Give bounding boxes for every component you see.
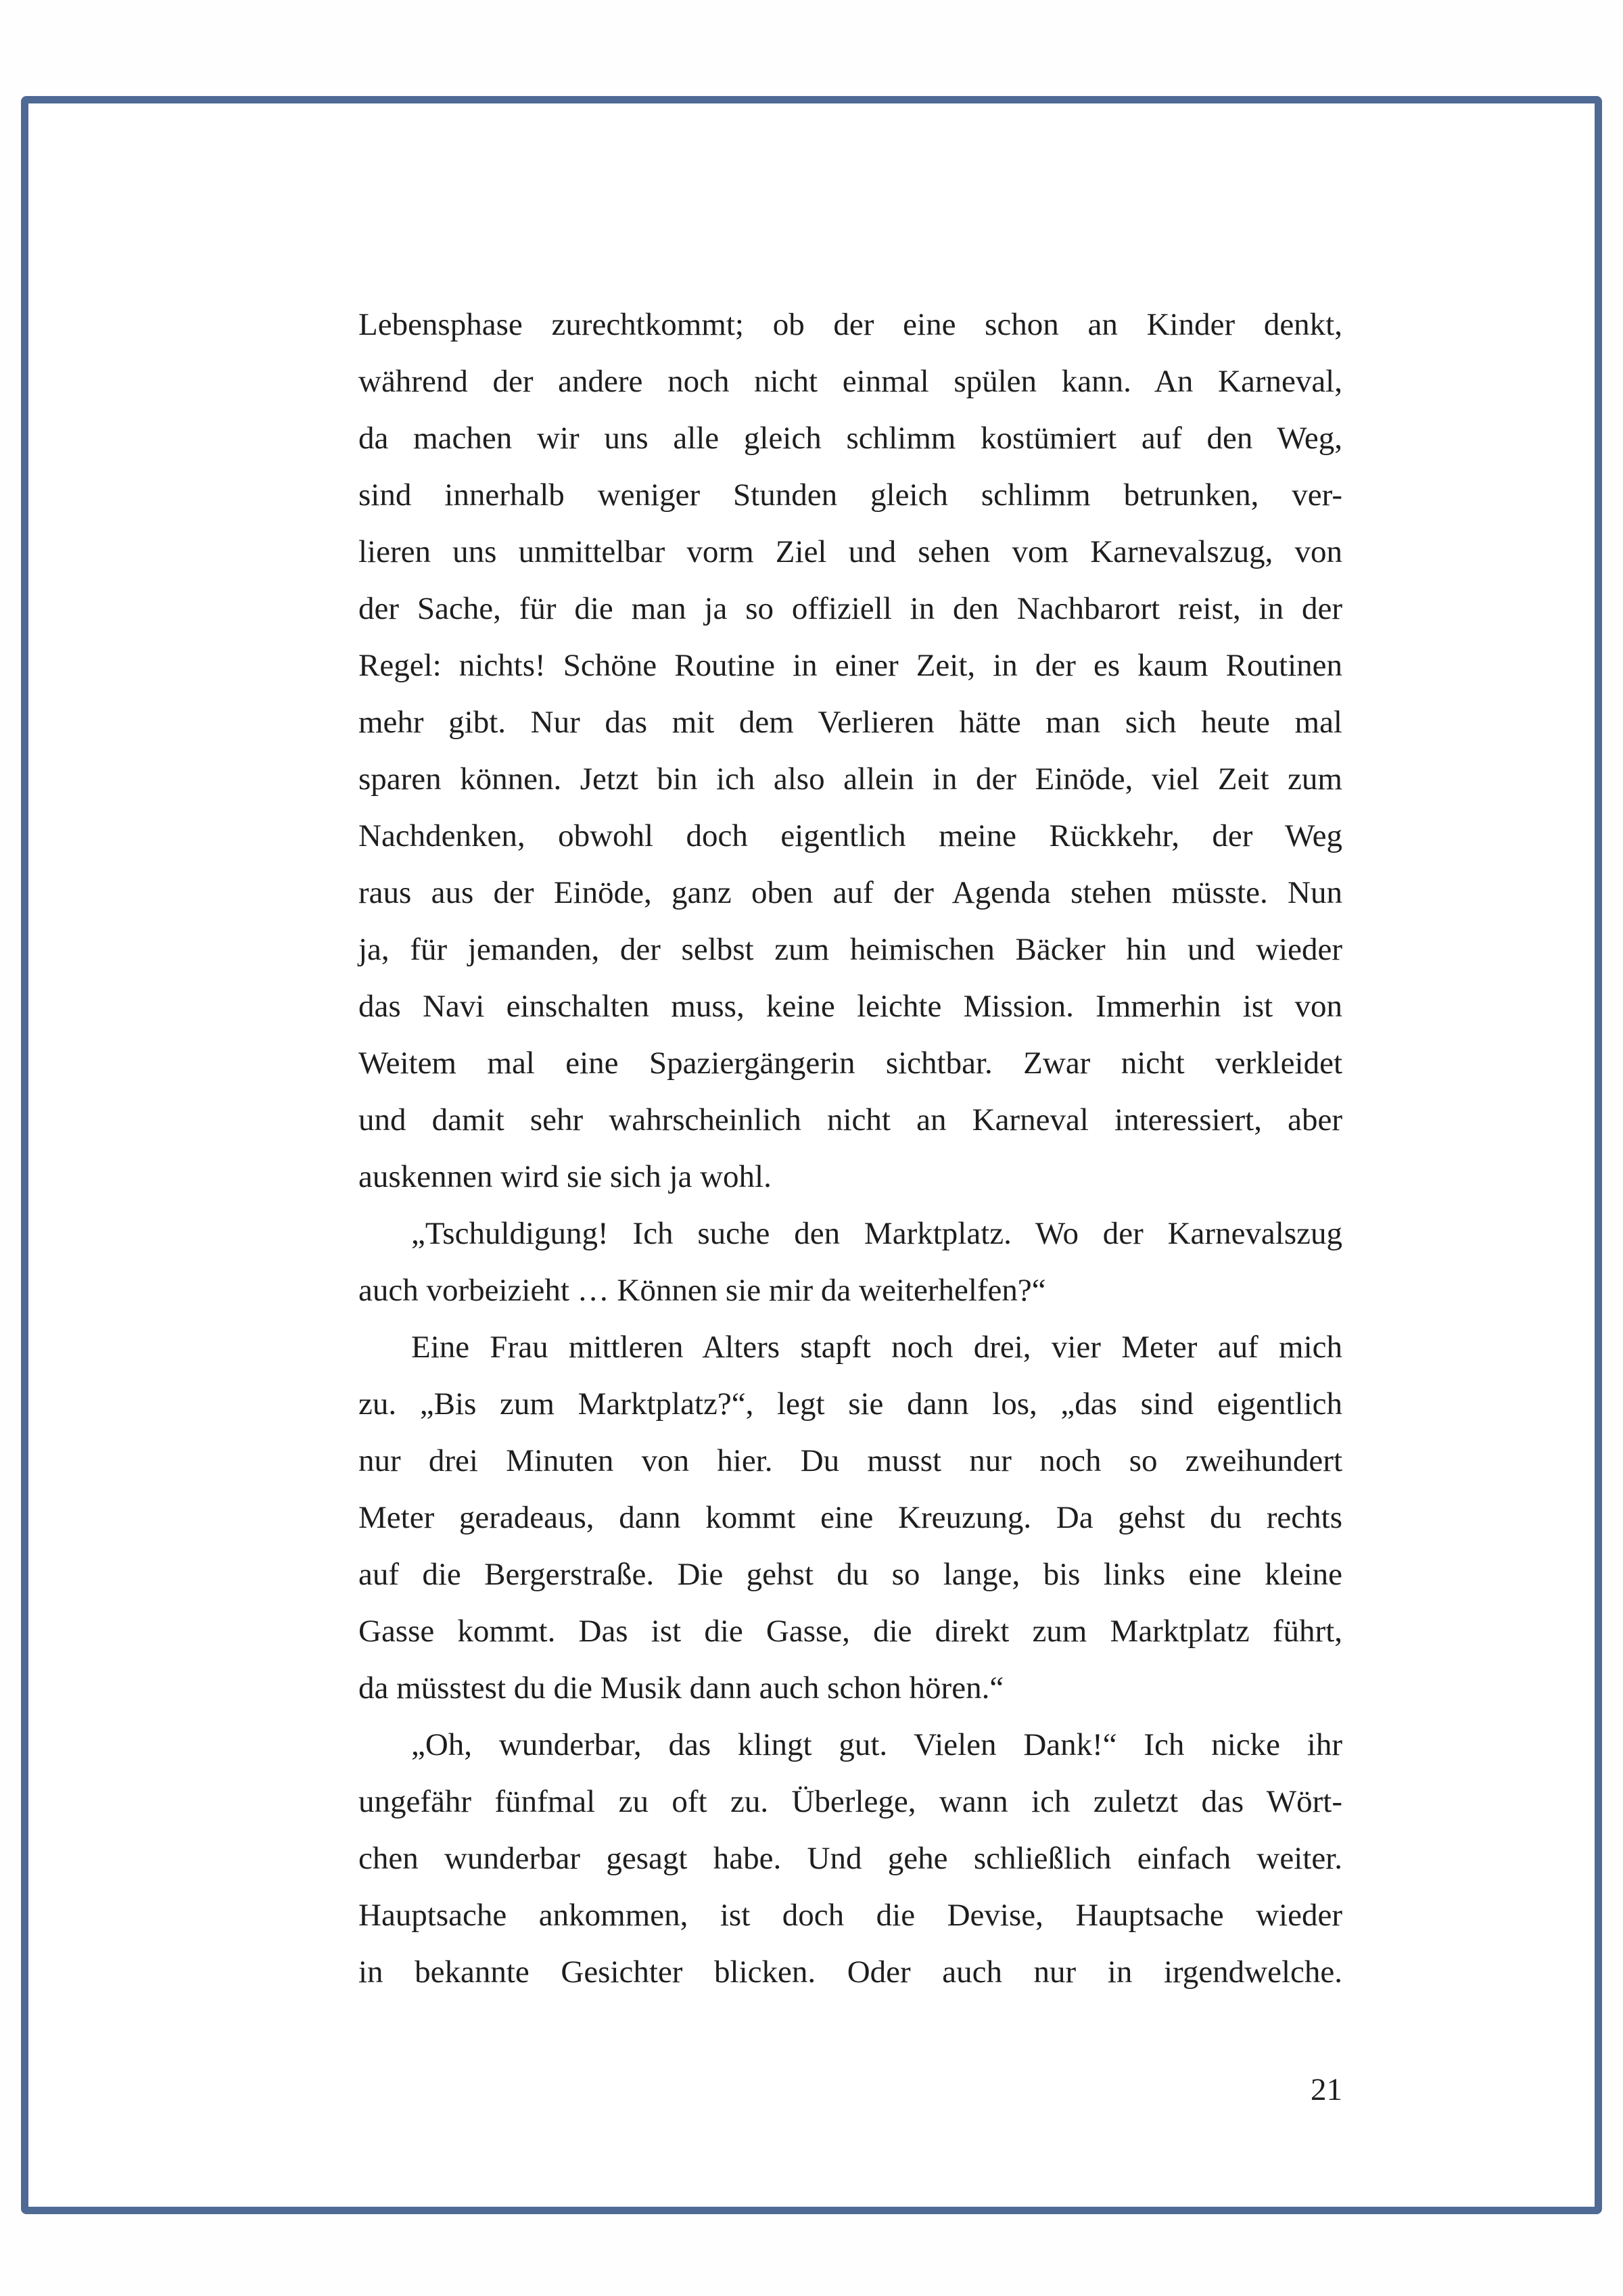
text-line: der Sache, für die man ja so offiziell in den Nachbarort reist, in der [358,591,1342,626]
text-line: auskennen wird sie sich ja wohl. [358,1159,772,1194]
paragraph [358,1716,1342,2000]
text-line: da müsstest du die Musik dann auch schon hören.“ [358,1670,1004,1706]
text-line: nur drei Minuten von hier. Du musst nur noch so zweihundert [358,1443,1342,1478]
text-line: auch vorbeizieht … Können sie mir da weiterhelfen?“ [358,1273,1046,1308]
text-line: da machen wir uns alle gleich schlimm kostümiert auf den Weg, [358,421,1342,456]
paragraph [358,296,1342,1205]
text-line: raus aus der Einöde, ganz oben auf der Agenda stehen müsste. Nun [358,875,1342,910]
text-line: und damit sehr wahrscheinlich nicht an Karneval interessiert, aber [358,1102,1342,1138]
text-line: auf die Bergerstraße. Die gehst du so lange, bis links eine kleine [358,1557,1342,1592]
text-line: Gasse kommt. Das ist die Gasse, die direkt zum Marktplatz führt, [358,1614,1342,1649]
text-line: mehr gibt. Nur das mit dem Verlieren hätte man sich heute mal [358,705,1342,740]
text-line: Lebensphase zurechtkommt; ob der eine schon an Kinder denkt, [358,307,1342,342]
text-line: chen wunderbar gesagt habe. Und gehe schließlich einfach weiter. [358,1841,1342,1876]
text-line: ungefähr fünfmal zu oft zu. Überlege, wann ich zuletzt das Wört- [358,1784,1342,1819]
text-line: Weitem mal eine Spaziergängerin sichtbar. Zwar nicht verkleidet [358,1046,1342,1081]
text-line: Regel: nichts! Schöne Routine in einer Zeit, in der es kaum Routinen [358,648,1342,683]
text-line: das Navi einschalten muss, keine leichte Mission. Immerhin ist von [358,989,1342,1024]
text-line: sind innerhalb weniger Stunden gleich schlimm betrunken, ver- [358,477,1342,513]
text-line: „Tschuldigung! Ich suche den Marktplatz. Wo der Karnevalszug [411,1216,1342,1251]
page-number: 21 [1311,2072,1342,2107]
body-text [358,296,1342,2000]
text-line: während der andere noch nicht einmal spülen kann. An Karneval, [358,364,1342,399]
text-line: sparen können. Jetzt bin ich also allein in der Einöde, viel Zeit zum [358,762,1342,797]
text-line: ja, für jemanden, der selbst zum heimischen Bäcker hin und wieder [358,932,1342,967]
text-line: lieren uns unmittelbar vorm Ziel und sehen vom Karnevalszug, von [358,534,1342,569]
text-line: Nachdenken, obwohl doch eigentlich meine Rückkehr, der Weg [358,818,1342,853]
text-line: „Oh, wunderbar, das klingt gut. Vielen Dank!“ Ich nicke ihr [411,1727,1342,1762]
text-line: Meter geradeaus, dann kommt eine Kreuzung. Da gehst du rechts [358,1500,1342,1535]
text-line: in bekannte Gesichter blicken. Oder auch nur in irgendwelche. [358,1954,1342,1990]
text-line: zu. „Bis zum Marktplatz?“, legt sie dann los, „das sind eigentlich [358,1386,1342,1422]
text-line: Hauptsache ankommen, ist doch die Devise, Hauptsache wieder [358,1898,1342,1933]
text-line: Eine Frau mittleren Alters stapft noch drei, vier Meter auf mich [411,1330,1342,1365]
paragraph [358,1319,1342,1716]
paragraph [358,1205,1342,1319]
